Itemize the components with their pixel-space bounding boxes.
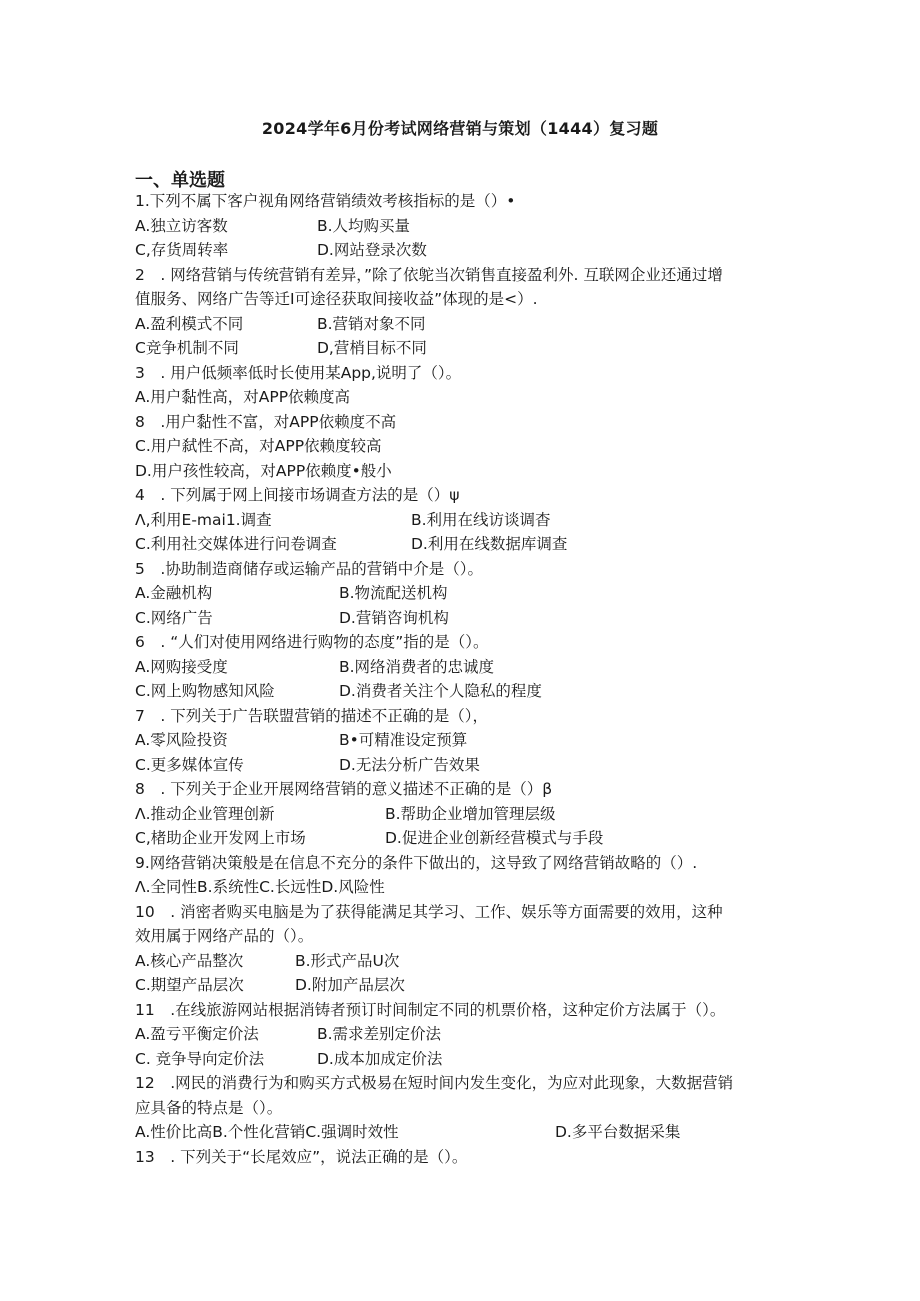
option-row xyxy=(135,679,795,704)
question-stem: 9.网络营销决策般是在信息不充分的条件下做出的，这导致了网络营销故略的（）. xyxy=(135,853,698,872)
option-b: B•可精准设定预算 xyxy=(339,731,468,749)
option-row xyxy=(135,532,795,557)
option-b: B.营销对象不同 xyxy=(317,314,426,333)
option-a: A.盈亏平衡定价法 xyxy=(135,1025,259,1043)
option-row xyxy=(135,1120,795,1145)
question-stem-cont: 应具备的特点是（）。 xyxy=(135,1098,283,1117)
option-d: D.无法分析广告效果 xyxy=(339,755,480,774)
question-stem: 3 . 用户低频率低时长使用某App,说明了（）。 xyxy=(135,363,462,382)
question-stem: 13 . 下列关于“长尾效应”，说法正确的是（）。 xyxy=(135,1147,468,1166)
option-d: D.网站登录次数 xyxy=(317,241,427,259)
question-stem-cont: 效用属于网络产品的（）。 xyxy=(135,927,314,945)
option-b: B.网络消费者的忠诚度 xyxy=(339,657,495,676)
option-a: A.网购接受度 xyxy=(135,657,228,676)
option-d: D.附加产品层次 xyxy=(295,976,405,994)
option-a: A.用户黏性高，对APP依赖度高 xyxy=(135,388,351,406)
option-b: B.利用在线访谈调杳 xyxy=(411,510,551,529)
option-d: D.成本加成定价法 xyxy=(317,1049,443,1068)
question-stem-cont: 值服务、网络广告等迁I可途径获取间接收益”体现的是<）. xyxy=(135,290,538,308)
option-row xyxy=(135,973,795,998)
option-a: Λ.推动企业管理创新 xyxy=(135,804,275,823)
option-a: A.零风险投资 xyxy=(135,731,228,749)
option-row: Λ.全同性B.系统性C.长远性D.风险性 xyxy=(135,878,385,896)
option-row xyxy=(135,508,795,533)
question-stem: 6 . “人们对使用网络进行购物的态度”指的是（）。 xyxy=(135,633,489,651)
question-stem: 1.下列不属下客户视角网络营销绩效考核指标的是（）• xyxy=(135,192,516,210)
option-d: D.用户孩性较高，对APP依赖度•般小 xyxy=(135,461,392,480)
option-c: C,楮助企业开发网上市场 xyxy=(135,829,306,847)
option-row xyxy=(135,1047,795,1072)
option-row xyxy=(135,753,795,778)
question-stem: 7 . 下列关于广告联盟营销的描述不正确的是（）， xyxy=(135,706,488,725)
option-b: B.物流配送机构 xyxy=(339,584,448,602)
option-row xyxy=(135,606,795,631)
option-row xyxy=(135,655,795,680)
option-c: C.网上购物感知风险 xyxy=(135,682,275,700)
option-a: A.盈利模式不同 xyxy=(135,314,244,333)
option-c: C竞争机制不同 xyxy=(135,339,239,357)
option-row xyxy=(135,802,795,827)
option-b: 8 .用户黏性不富，对APP依赖度不高 xyxy=(135,412,397,431)
option-b: B.帮助企业增加管理层级 xyxy=(385,804,556,823)
option-row xyxy=(135,1022,795,1047)
option-c: C.期望产品层次 xyxy=(135,976,244,994)
option-a: A.金融机构 xyxy=(135,584,213,602)
option-d: D.利用在线数据库调查 xyxy=(411,535,568,553)
option-b: B.形式产品U次 xyxy=(295,951,400,970)
option-d: D,营梢目标不同 xyxy=(317,339,427,357)
option-row xyxy=(135,312,795,337)
option-c: C.利用社交媒体进行问卷调查 xyxy=(135,535,337,553)
option-row xyxy=(135,728,795,753)
question-list xyxy=(135,189,795,1169)
option-d: D.促进企业创新经营模式与手段 xyxy=(385,829,604,847)
option-b: B.人均购买量 xyxy=(317,216,411,235)
option-row xyxy=(135,214,795,239)
option-a: A.独立访客数 xyxy=(135,216,228,235)
option-d: D.消费者关注个人隐私的程度 xyxy=(339,682,542,700)
question-stem: 10 . 消密者购买电脑是为了获得能满足其学习、工作、娱乐等方面需要的效用，这种 xyxy=(135,902,723,921)
option-row xyxy=(135,336,795,361)
option-a: A.核心产品整次 xyxy=(135,951,244,970)
option-abc: A.性价比高B.个性化营销C.强调时效性 xyxy=(135,1123,399,1141)
option-row xyxy=(135,581,795,606)
option-c: C,存货周转率 xyxy=(135,241,229,259)
option-b: B.需求差别定价法 xyxy=(317,1025,442,1043)
option-d: D.多平台数据采集 xyxy=(555,1123,681,1141)
question-stem: 4 . 下列属于网上间接市场调查方法的是（）ψ xyxy=(135,486,460,504)
question-stem: 2 . 网络营销与传统营销有差异，”除了依鸵当次销售直接盈利外. 互联网企业还通过增 xyxy=(135,265,723,284)
document-title: 2024学年6月份考试网络营销与策划（1444）复习题 xyxy=(261,119,659,138)
question-stem: 8 . 下列关于企业开展网络营销的意义描述不正确的是（）β xyxy=(135,780,553,798)
question-stem: 12 .网民的消费行为和购买方式极易在短时间内发生变化，为应对此现象，大数据营销 xyxy=(135,1074,734,1092)
option-c: C.网络广告 xyxy=(135,608,213,627)
question-stem: 11 .在线旅游网站根据消铸者预订时间制定不同的机票价格，这种定价方法属于（）。 xyxy=(135,1000,726,1019)
option-row xyxy=(135,826,795,851)
option-row xyxy=(135,949,795,974)
option-c: C. 竞争导向定价法 xyxy=(135,1049,265,1068)
option-d: D.营销咨询机构 xyxy=(339,608,449,627)
option-c: C.更多媒体宣传 xyxy=(135,755,244,774)
question-stem: 5 .协助制造商储存或运输产品的营销中介是（）。 xyxy=(135,559,484,578)
option-c: C.用户弑性不高，对APP依赖度较高 xyxy=(135,437,382,455)
option-row xyxy=(135,238,795,263)
option-a: Λ,利用E-mai1.调查 xyxy=(135,510,272,529)
section-heading: 一、单选题 xyxy=(135,170,225,191)
